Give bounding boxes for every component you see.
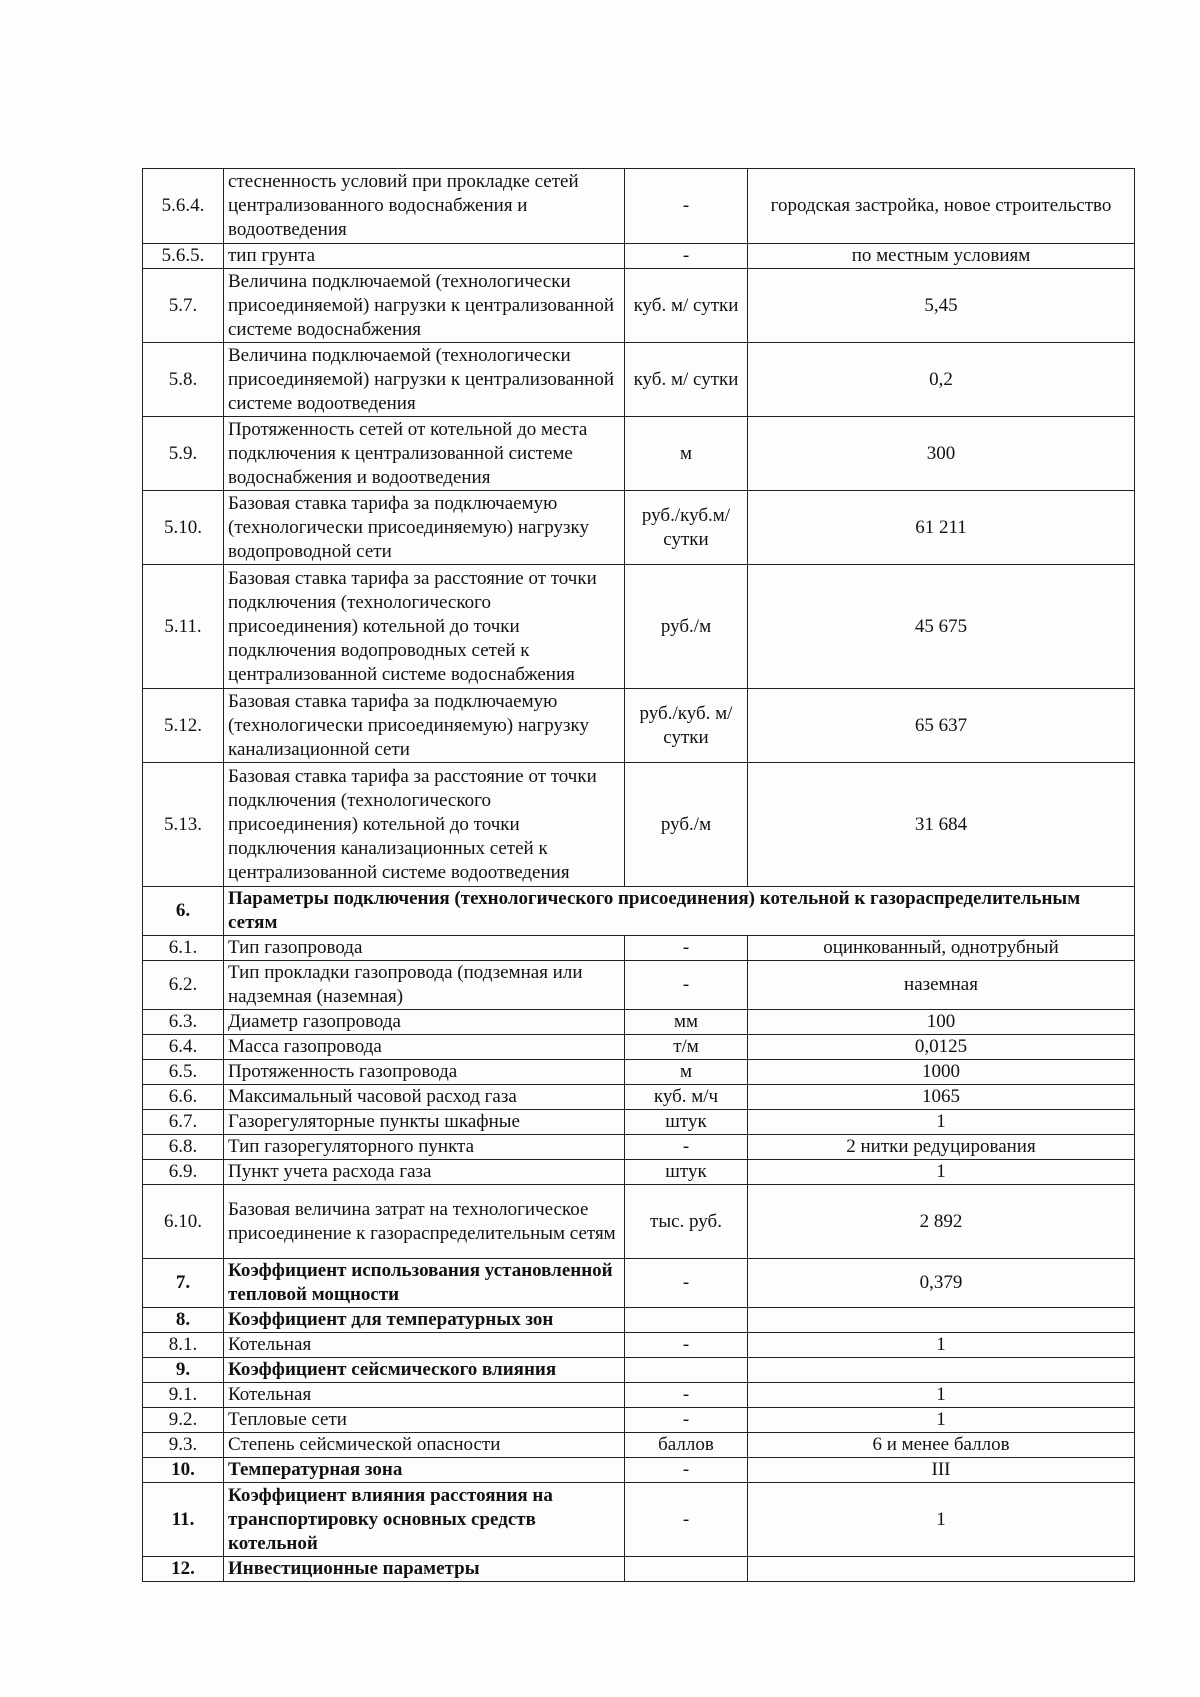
row-number: 5.13. [143,763,224,887]
row-parameter-name: Величина подключаемой (технологически присоединяемой) нагрузки к централизованной системе водоотведения [224,343,625,417]
row-number: 5.9. [143,417,224,491]
row-parameter-name: Тип газорегуляторного пункта [224,1135,625,1160]
row-unit: руб./куб. м/ сутки [625,689,748,763]
row-unit: - [625,1135,748,1160]
table-row [143,1010,1135,1035]
table-row [143,1085,1135,1110]
row-number: 5.6.4. [143,169,224,244]
row-number: 9.1. [143,1383,224,1408]
table-row [143,1433,1135,1458]
row-unit: мм [625,1010,748,1035]
row-unit: - [625,1259,748,1308]
row-unit: куб. м/ч [625,1085,748,1110]
row-parameter-name: Газорегуляторные пункты шкафные [224,1110,625,1135]
row-unit: куб. м/ сутки [625,343,748,417]
row-number: 9.3. [143,1433,224,1458]
row-number: 8.1. [143,1333,224,1358]
row-unit: руб./м [625,565,748,689]
row-value: 61 211 [748,491,1135,565]
row-unit: - [625,1408,748,1433]
table-row [143,244,1135,269]
table-row [143,1333,1135,1358]
row-parameter-name: Коэффициент сейсмического влияния [224,1358,625,1383]
row-parameter-name: Котельная [224,1333,625,1358]
row-parameter-name: Протяженность газопровода [224,1060,625,1085]
row-number: 5.7. [143,269,224,343]
row-number: 5.11. [143,565,224,689]
row-parameter-name: Протяженность сетей от котельной до места подключения к централизованной системе водоснабжения и водоотведения [224,417,625,491]
row-number: 6.2. [143,961,224,1010]
row-number: 7. [143,1259,224,1308]
row-value: 0,379 [748,1259,1135,1308]
row-value: III [748,1458,1135,1483]
row-value [748,1358,1135,1383]
row-unit: т/м [625,1035,748,1060]
table-row [143,1557,1135,1582]
table-row [143,1110,1135,1135]
table-row [143,343,1135,417]
row-value: по местным условиям [748,244,1135,269]
row-parameter-name: Базовая ставка тарифа за подключаемую (технологически присоединяемую) нагрузку канализационной сети [224,689,625,763]
row-value [748,1308,1135,1333]
row-parameter-name: Величина подключаемой (технологически присоединяемой) нагрузки к централизованной системе водоснабжения [224,269,625,343]
row-number: 8. [143,1308,224,1333]
row-number: 6.5. [143,1060,224,1085]
row-value: 100 [748,1010,1135,1035]
row-parameter-name: Базовая величина затрат на технологическое присоединение к газораспределительным сетям [224,1185,625,1259]
row-number: 5.12. [143,689,224,763]
row-parameter-name: Степень сейсмической опасности [224,1433,625,1458]
row-unit: - [625,1458,748,1483]
row-parameter-name: Параметры подключения (технологического присоединения) котельной к газораспределительным сетям [224,887,1135,936]
row-value: 1 [748,1383,1135,1408]
row-value: наземная [748,961,1135,1010]
row-value: 0,0125 [748,1035,1135,1060]
row-parameter-name: Базовая ставка тарифа за подключаемую (технологически присоединяемую) нагрузку водопроводной сети [224,491,625,565]
row-parameter-name: Базовая ставка тарифа за расстояние от точки подключения (технологического присоединения) котельной до точки подключения водопроводных сетей к централизованной системе водоснабжения [224,565,625,689]
row-value: 31 684 [748,763,1135,887]
row-number: 6.4. [143,1035,224,1060]
parameters-table-body [143,169,1135,1582]
row-parameter-name: Пункт учета расхода газа [224,1160,625,1185]
row-parameter-name: Тепловые сети [224,1408,625,1433]
row-unit: - [625,169,748,244]
row-parameter-name: Коэффициент для температурных зон [224,1308,625,1333]
row-parameter-name: Коэффициент влияния расстояния на транспортировку основных средств котельной [224,1483,625,1557]
table-row [143,1035,1135,1060]
row-parameter-name: Масса газопровода [224,1035,625,1060]
row-value: 1 [748,1483,1135,1557]
row-number: 6.6. [143,1085,224,1110]
row-unit: - [625,1383,748,1408]
table-row [143,1259,1135,1308]
row-number: 6.3. [143,1010,224,1035]
row-value: 45 675 [748,565,1135,689]
parameters-table [142,168,1135,1582]
row-unit: куб. м/ сутки [625,269,748,343]
table-row [143,269,1135,343]
row-number: 5.6.5. [143,244,224,269]
row-number: 11. [143,1483,224,1557]
table-row [143,763,1135,887]
table-row [143,1358,1135,1383]
row-number: 6.1. [143,936,224,961]
row-value [748,1557,1135,1582]
row-unit: - [625,1333,748,1358]
row-unit [625,1557,748,1582]
table-row [143,1383,1135,1408]
row-parameter-name: Температурная зона [224,1458,625,1483]
table-row [143,491,1135,565]
row-unit: - [625,244,748,269]
row-unit: руб./м [625,763,748,887]
row-value: 2 892 [748,1185,1135,1259]
row-value: 1000 [748,1060,1135,1085]
table-row [143,1185,1135,1259]
row-number: 6. [143,887,224,936]
row-number: 10. [143,1458,224,1483]
row-unit: - [625,1483,748,1557]
row-unit: баллов [625,1433,748,1458]
row-number: 6.9. [143,1160,224,1185]
row-parameter-name: Диаметр газопровода [224,1010,625,1035]
row-parameter-name: Котельная [224,1383,625,1408]
row-parameter-name: тип грунта [224,244,625,269]
table-row [143,1160,1135,1185]
row-value: 5,45 [748,269,1135,343]
row-value: 0,2 [748,343,1135,417]
table-row [143,887,1135,936]
row-unit: штук [625,1110,748,1135]
table-row [143,1308,1135,1333]
table-row [143,1458,1135,1483]
row-value: 1065 [748,1085,1135,1110]
row-value: городская застройка, новое строительство [748,169,1135,244]
row-unit: штук [625,1160,748,1185]
row-parameter-name: Тип прокладки газопровода (подземная или надземная (наземная) [224,961,625,1010]
row-value: 300 [748,417,1135,491]
table-row [143,565,1135,689]
row-number: 5.8. [143,343,224,417]
table-row [143,1483,1135,1557]
row-value: 1 [748,1110,1135,1135]
row-number: 5.10. [143,491,224,565]
row-parameter-name: Инвестиционные параметры [224,1557,625,1582]
row-number: 6.7. [143,1110,224,1135]
table-row [143,689,1135,763]
table-row [143,1060,1135,1085]
row-value: 2 нитки редуцирования [748,1135,1135,1160]
row-value: 1 [748,1333,1135,1358]
table-row [143,1135,1135,1160]
table-row [143,936,1135,961]
row-unit: руб./куб.м/ сутки [625,491,748,565]
row-number: 12. [143,1557,224,1582]
row-parameter-name: Максимальный часовой расход газа [224,1085,625,1110]
row-unit: м [625,1060,748,1085]
row-number: 6.8. [143,1135,224,1160]
row-unit: м [625,417,748,491]
row-value: 1 [748,1160,1135,1185]
row-value: оцинкованный, однотрубный [748,936,1135,961]
table-row [143,961,1135,1010]
row-number: 9. [143,1358,224,1383]
row-number: 6.10. [143,1185,224,1259]
row-number: 9.2. [143,1408,224,1433]
row-parameter-name: Базовая ставка тарифа за расстояние от точки подключения (технологического присоединения) котельной до точки подключения канализационных сетей к централизованной системе водоотведения [224,763,625,887]
table-row [143,169,1135,244]
row-unit: - [625,936,748,961]
row-value: 1 [748,1408,1135,1433]
row-parameter-name: Тип газопровода [224,936,625,961]
row-unit [625,1358,748,1383]
row-unit: тыс. руб. [625,1185,748,1259]
row-value: 6 и менее баллов [748,1433,1135,1458]
row-value: 65 637 [748,689,1135,763]
table-row [143,1408,1135,1433]
row-unit [625,1308,748,1333]
table-row [143,417,1135,491]
row-parameter-name: Коэффициент использования установленной тепловой мощности [224,1259,625,1308]
row-unit: - [625,961,748,1010]
row-parameter-name: стесненность условий при прокладке сетей централизованного водоснабжения и водоотведения [224,169,625,244]
